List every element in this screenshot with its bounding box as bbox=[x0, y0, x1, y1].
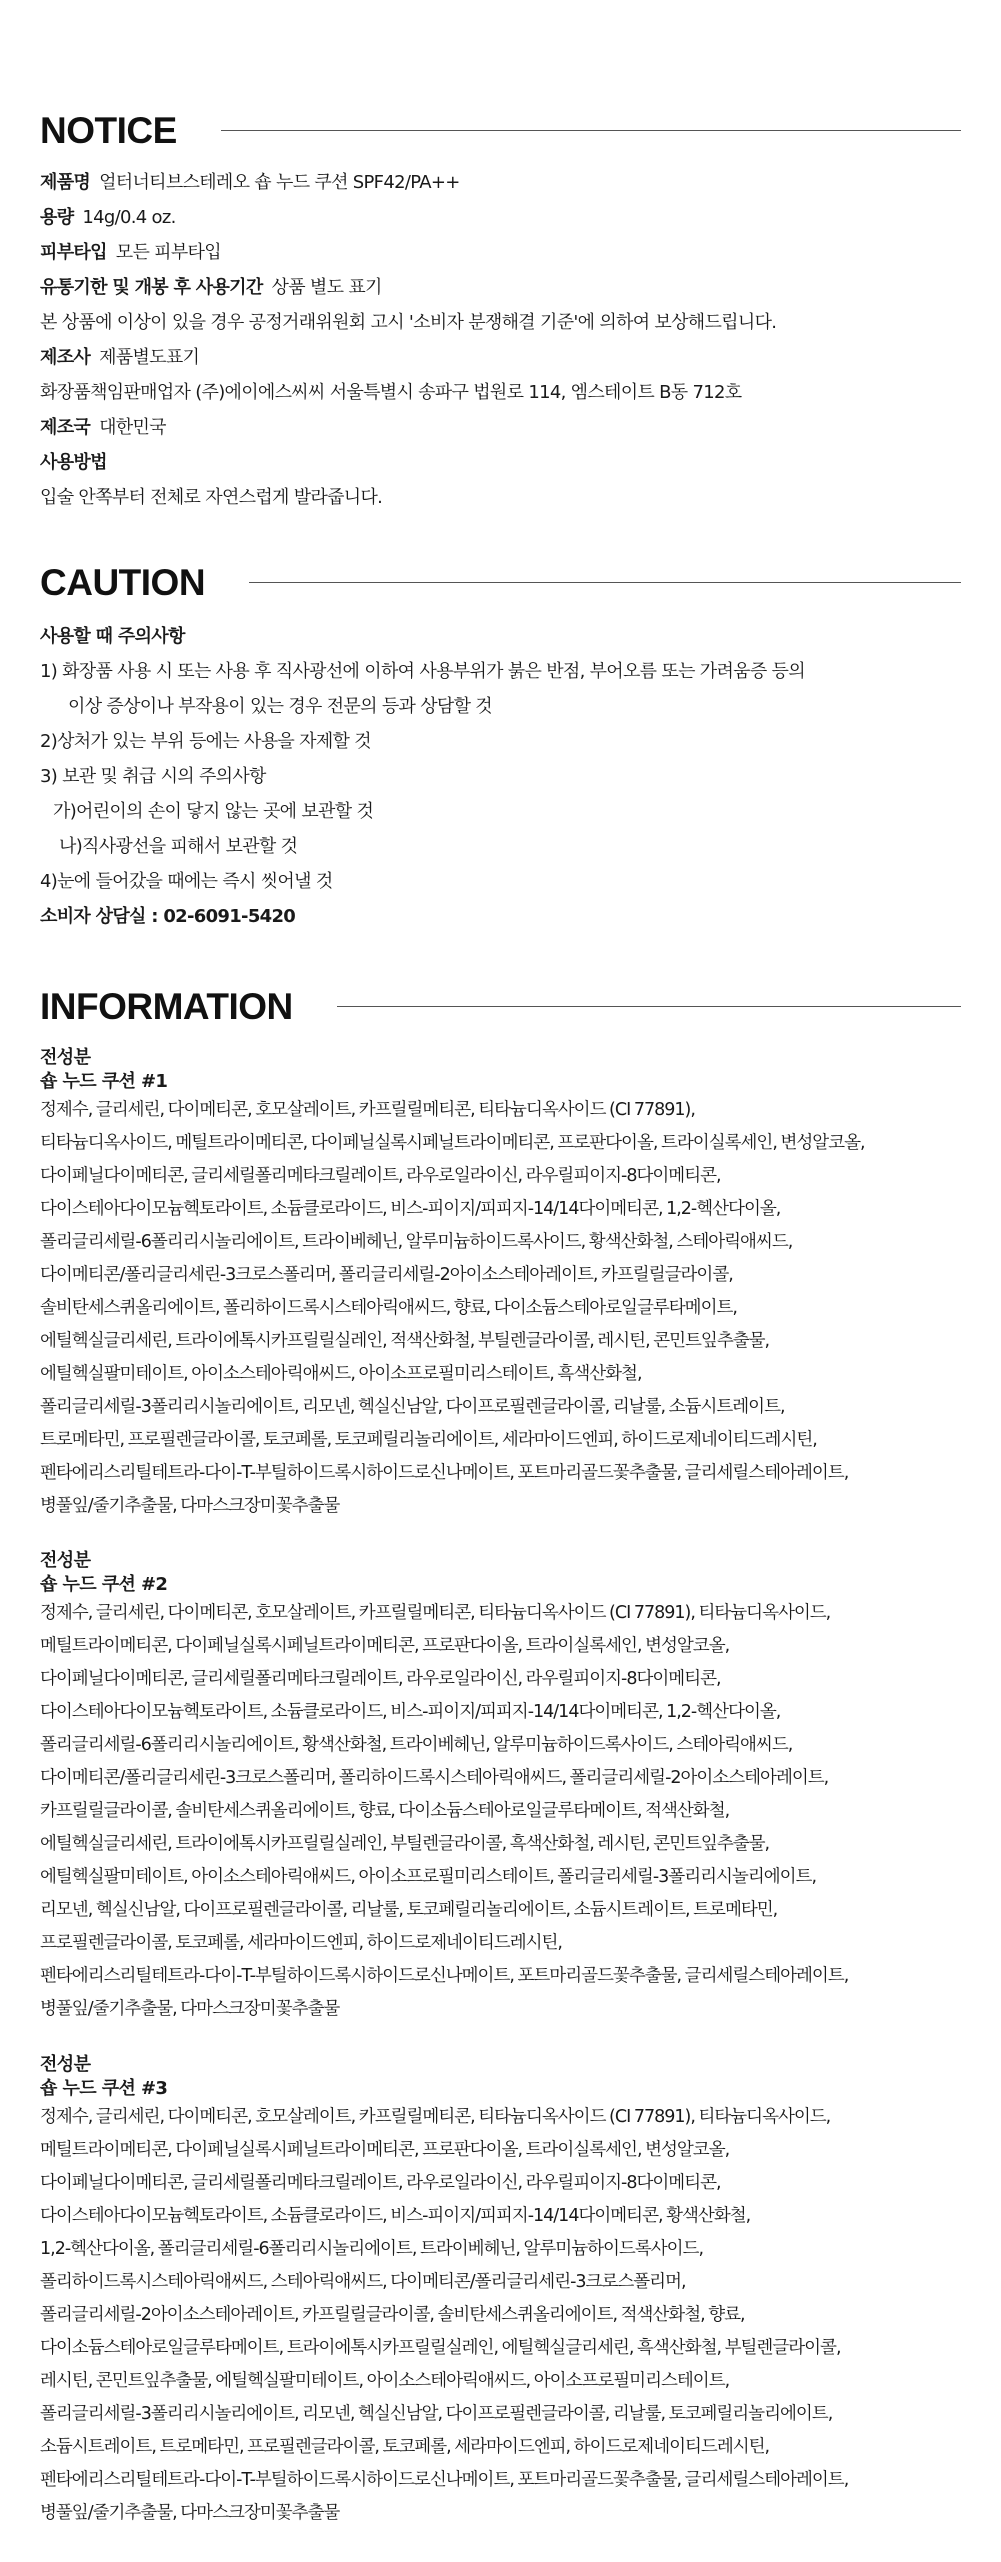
information-section bbox=[40, 988, 961, 1025]
ingredient-line: 폴리글리세릴-3폴리리시놀리에이트, 리모넨, 헥실신남알, 다이프로필렌글라이콜, 리날룰, 토코페릴리놀리에이트, bbox=[40, 2404, 833, 2424]
ingredient-list bbox=[40, 2101, 961, 2530]
product-name-label: 제품명 bbox=[40, 172, 91, 193]
ingredient-line: 소듐시트레이트, 트로메타민, 프로필렌글라이콜, 토코페롤, 세라마이드엔피, 하이드로제네이티드레시틴, bbox=[40, 2437, 770, 2457]
ingredient-line: 폴리글리세릴-2아이소스테아레이트, 카프릴릴글라이콜, 솔비탄세스퀴올리에이트, 적색산화철, 향료, bbox=[40, 2305, 745, 2325]
ingredient-line: 정제수, 글리세린, 다이메티콘, 호모살레이트, 카프릴릴메티콘, 티타늄디옥사이드 (CI 77891), 티타늄디옥사이드, bbox=[40, 2107, 831, 2127]
maker-label: 제조사 bbox=[40, 347, 91, 368]
ingredient-line: 펜타에리스리틸테트라-다이-T-부틸하이드록시하이드로신나메이트, 포트마리골드꽃추출물, 글리세릴스테아레이트, bbox=[40, 1966, 849, 1986]
caution-line: 가)어린이의 손이 닿지 않는 곳에 보관할 것 bbox=[53, 801, 374, 822]
maker-row bbox=[40, 340, 961, 375]
ingredient-list bbox=[40, 1094, 961, 1523]
ingredient-line: 다이메티콘/폴리글리세린-3크로스폴리머, 폴리하이드록시스테아릭애씨드, 폴리글리세릴-2아이소스테아레이트, bbox=[40, 1768, 829, 1788]
ingredient-line: 다이페닐다이메티콘, 글리세릴폴리메타크릴레이트, 라우로일라이신, 라우릴피이지-8다이메티콘, bbox=[40, 1669, 721, 1689]
ingredient-line: 폴리글리세릴-3폴리리시놀리에이트, 리모넨, 헥실신남알, 다이프로필렌글라이콜, 리날룰, 소듐시트레이트, bbox=[40, 1397, 785, 1417]
ingredient-line: 폴리하이드록시스테아릭애씨드, 스테아릭애씨드, 다이메티콘/폴리글리세린-3크로스폴리머, bbox=[40, 2272, 686, 2292]
skin-type-row bbox=[40, 235, 961, 270]
ingredients-label: 전성분 bbox=[40, 2054, 91, 2075]
ingredient-line: 레시틴, 콘민트잎추출물, 에틸헥실팔미테이트, 아이소스테아릭애씨드, 아이소프로필미리스테이트, bbox=[40, 2371, 730, 2391]
notice-divider bbox=[221, 130, 961, 131]
ingredient-line: 다이메티콘/폴리글리세린-3크로스폴리머, 폴리글리세릴-2아이소스테아레이트, 카프릴릴글라이콜, bbox=[40, 1265, 733, 1285]
consumer-contact: 소비자 상담실 : 02-6091-5420 bbox=[40, 906, 296, 927]
ingredient-line: 에틸헥실팔미테이트, 아이소스테아릭애씨드, 아이소프로필미리스테이트, 흑색산화철, bbox=[40, 1364, 642, 1384]
ingredient-line: 펜타에리스리틸테트라-다이-T-부틸하이드록시하이드로신나메이트, 포트마리골드꽃추출물, 글리세릴스테아레이트, bbox=[40, 2470, 849, 2490]
ingredient-line: 정제수, 글리세린, 다이메티콘, 호모살레이트, 카프릴릴메티콘, 티타늄디옥사이드 (CI 77891), bbox=[40, 1100, 695, 1120]
ingredient-line: 메틸트라이메티콘, 다이페닐실록시페닐트라이메티콘, 프로판다이올, 트라이실록세인, 변성알코올, bbox=[40, 2140, 730, 2160]
skin-type-value: 모든 피부타입 bbox=[115, 242, 221, 263]
expiry-row bbox=[40, 270, 961, 305]
ingredient-line: 다이페닐다이메티콘, 글리세릴폴리메타크릴레이트, 라우로일라이신, 라우릴피이지-8다이메티콘, bbox=[40, 2173, 721, 2193]
ingredient-line: 에틸헥실팔미테이트, 아이소스테아릭애씨드, 아이소프로필미리스테이트, 폴리글리세릴-3폴리리시놀리에이트, bbox=[40, 1867, 817, 1887]
product-variant-name: 숍 누드 쿠션 #1 bbox=[40, 1071, 168, 1092]
volume-value: 14g/0.4 oz. bbox=[82, 207, 176, 228]
ingredient-line: 다이스테아다이모늄헥토라이트, 소듐클로라이드, 비스-피이지/피피지-14/14다이메티콘, 1,2-헥산다이올, bbox=[40, 1702, 781, 1722]
ingredient-block-3 bbox=[40, 2053, 961, 2530]
ingredient-line: 카프릴릴글라이콜, 솔비탄세스퀴올리에이트, 향료, 다이소듐스테아로일글루타메이트, 적색산화철, bbox=[40, 1801, 730, 1821]
country-value: 대한민국 bbox=[99, 417, 166, 438]
caution-line: 4)눈에 들어갔을 때에는 즉시 씻어낼 것 bbox=[40, 871, 333, 892]
caution-title: CAUTION bbox=[40, 562, 206, 603]
ingredient-list bbox=[40, 1597, 961, 2026]
ingredient-line: 다이스테아다이모늄헥토라이트, 소듐클로라이드, 비스-피이지/피피지-14/14다이메티콘, 1,2-헥산다이올, bbox=[40, 1199, 781, 1219]
ingredient-block-1 bbox=[40, 1046, 961, 1523]
ingredient-line: 1,2-헥산다이올, 폴리글리세릴-6폴리리시놀리에이트, 트라이베헤닌, 알루미늄하이드록사이드, bbox=[40, 2239, 704, 2259]
notice-title: NOTICE bbox=[40, 110, 177, 151]
compensation-text: 본 상품에 이상이 있을 경우 공정거래위원회 고시 '소비자 분쟁해결 기준'에 의하여 보상해드립니다. bbox=[40, 312, 777, 333]
ingredient-line: 병풀잎/줄기추출물, 다마스크장미꽃추출물 bbox=[40, 1999, 340, 2019]
product-name-value: 얼터너티브스테레오 숍 누드 쿠션 SPF42/PA++ bbox=[99, 172, 460, 193]
product-variant-name: 숍 누드 쿠션 #3 bbox=[40, 2078, 168, 2099]
ingredient-line: 병풀잎/줄기추출물, 다마스크장미꽃추출물 bbox=[40, 1496, 340, 1516]
caution-section bbox=[40, 564, 961, 934]
information-title: INFORMATION bbox=[40, 986, 293, 1027]
information-divider bbox=[337, 1006, 961, 1007]
ingredients-label: 전성분 bbox=[40, 1047, 91, 1068]
volume-label: 용량 bbox=[40, 207, 74, 228]
caution-line: 2)상처가 있는 부위 등에는 사용을 자제할 것 bbox=[40, 731, 371, 752]
notice-section bbox=[40, 112, 961, 515]
ingredient-line: 정제수, 글리세린, 다이메티콘, 호모살레이트, 카프릴릴메티콘, 티타늄디옥사이드 (CI 77891), 티타늄디옥사이드, bbox=[40, 1603, 831, 1623]
ingredient-line: 에틸헥실글리세린, 트라이에톡시카프릴릴실레인, 부틸렌글라이콜, 흑색산화철, 레시틴, 콘민트잎추출물, bbox=[40, 1834, 770, 1854]
product-name-row bbox=[40, 165, 961, 200]
ingredient-line: 솔비탄세스퀴올리에이트, 폴리하이드록시스테아릭애씨드, 향료, 다이소듐스테아로일글루타메이트, bbox=[40, 1298, 737, 1318]
ingredient-line: 다이소듐스테아로일글루타메이트, 트라이에톡시카프릴릴실레인, 에틸헥실글리세린, 흑색산화철, 부틸렌글라이콜, bbox=[40, 2338, 841, 2358]
caution-line: 3) 보관 및 취급 시의 주의사항 bbox=[40, 766, 266, 787]
ingredient-line: 티타늄디옥사이드, 메틸트라이메티콘, 다이페닐실록시페닐트라이메티콘, 프로판다이올, 트라이실록세인, 변성알코올, bbox=[40, 1133, 865, 1153]
ingredients-label: 전성분 bbox=[40, 1550, 91, 1571]
caution-heading: 사용할 때 주의사항 bbox=[40, 626, 185, 647]
skin-type-label: 피부타입 bbox=[40, 242, 107, 263]
usage-label: 사용방법 bbox=[40, 452, 107, 473]
usage-value: 입술 안쪽부터 전체로 자연스럽게 발라줍니다. bbox=[40, 487, 383, 508]
caution-line: 나)직사광선을 피해서 보관할 것 bbox=[59, 836, 298, 857]
ingredient-line: 폴리글리세릴-6폴리리시놀리에이트, 황색산화철, 트라이베헤닌, 알루미늄하이드록사이드, 스테아릭애씨드, bbox=[40, 1735, 793, 1755]
ingredient-line: 리모넨, 헥실신남알, 다이프로필렌글라이콜, 리날룰, 토코페릴리놀리에이트, 소듐시트레이트, 트로메타민, bbox=[40, 1900, 778, 1920]
ingredient-line: 폴리글리세릴-6폴리리시놀리에이트, 트라이베헤닌, 알루미늄하이드록사이드, 황색산화철, 스테아릭애씨드, bbox=[40, 1232, 793, 1252]
ingredient-line: 트로메타민, 프로필렌글라이콜, 토코페롤, 토코페릴리놀리에이트, 세라마이드엔피, 하이드로제네이티드레시틴, bbox=[40, 1430, 817, 1450]
country-label: 제조국 bbox=[40, 417, 91, 438]
ingredient-line: 다이스테아다이모늄헥토라이트, 소듐클로라이드, 비스-피이지/피피지-14/14다이메티콘, 황색산화철, bbox=[40, 2206, 751, 2226]
ingredient-line: 펜타에리스리틸테트라-다이-T-부틸하이드록시하이드로신나메이트, 포트마리골드꽃추출물, 글리세릴스테아레이트, bbox=[40, 1463, 849, 1483]
information-header bbox=[40, 988, 961, 1025]
ingredient-line: 프로필렌글라이콜, 토코페롤, 세라마이드엔피, 하이드로제네이티드레시틴, bbox=[40, 1933, 562, 1953]
caution-line: 이상 증상이나 부작용이 있는 경우 전문의 등과 상담할 것 bbox=[68, 696, 492, 717]
ingredient-line: 다이페닐다이메티콘, 글리세릴폴리메타크릴레이트, 라우로일라이신, 라우릴피이지-8다이메티콘, bbox=[40, 1166, 721, 1186]
caution-header bbox=[40, 564, 961, 601]
caution-line: 1) 화장품 사용 시 또는 사용 후 직사광선에 이하여 사용부위가 붉은 반점, 부어오름 또는 가려움증 등의 bbox=[40, 661, 805, 682]
ingredient-block-2 bbox=[40, 1549, 961, 2026]
volume-row bbox=[40, 200, 961, 235]
seller-text: 화장품책임판매업자 (주)에이에스씨씨 서울특별시 송파구 법원로 114, 엠스테이트 B동 712호 bbox=[40, 382, 742, 403]
country-row bbox=[40, 410, 961, 445]
expiry-label: 유통기한 및 개봉 후 사용기간 bbox=[40, 277, 263, 298]
caution-divider bbox=[249, 582, 961, 583]
product-variant-name: 숍 누드 쿠션 #2 bbox=[40, 1574, 168, 1595]
ingredient-line: 에틸헥실글리세린, 트라이에톡시카프릴릴실레인, 적색산화철, 부틸렌글라이콜, 레시틴, 콘민트잎추출물, bbox=[40, 1331, 770, 1351]
expiry-value: 상품 별도 표기 bbox=[271, 277, 382, 298]
ingredient-line: 메틸트라이메티콘, 다이페닐실록시페닐트라이메티콘, 프로판다이올, 트라이실록세인, 변성알코올, bbox=[40, 1636, 730, 1656]
maker-value: 제품별도표기 bbox=[99, 347, 200, 368]
ingredient-line: 병풀잎/줄기추출물, 다마스크장미꽃추출물 bbox=[40, 2503, 340, 2523]
notice-header bbox=[40, 112, 961, 149]
